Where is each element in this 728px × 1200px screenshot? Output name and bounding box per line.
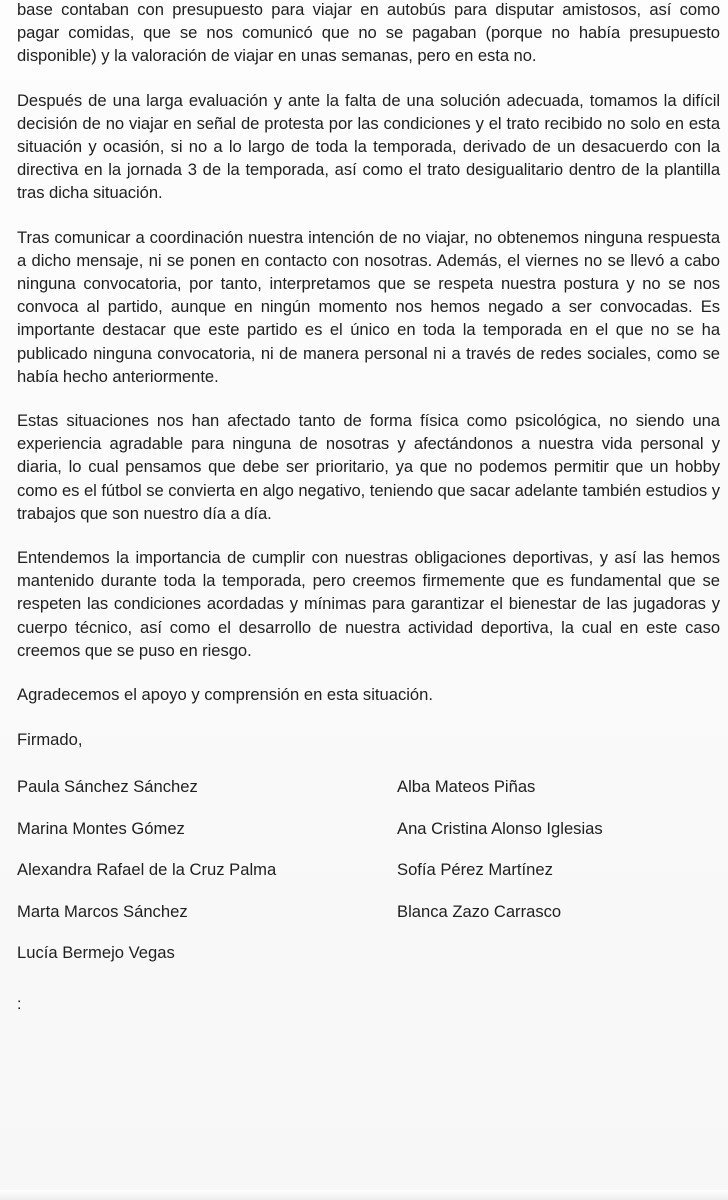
signatory-name: Blanca Zazo Carrasco [397,901,562,921]
trailing-colon: : [17,996,22,1013]
signatory-name: Paula Sánchez Sánchez [17,777,198,797]
paragraph-obligations: Entendemos la importancia de cumplir con nuestras obligaciones deportivas, y así las hemos mantenido durante toda la temporada, pero creemos firmemente que es fundamental que se respeten las condiciones acordadas y mínimas para garantizar el bienestar de las jugadoras y cuerpo técnico, así como el desarrollo de nuestra actividad deportiva, la cual en este caso creemos que se puso en riesgo. [17,548,720,660]
signed-label: Firmado, [17,730,83,750]
signatory-row [17,900,720,942]
signatory-name: Alexandra Rafael de la Cruz Palma [17,860,277,880]
paragraph-budget: base contaban con presupuesto para viajar en autobús para disputar amistosos, así como pagar comidas, que se nos comunicó que no se pagaban (porque no había presupuesto disponible) y la valoración de viajar en unas semanas, pero en esta no. [17,0,720,66]
signatory-name: Lucía Bermejo Vegas [17,943,175,963]
paragraph-communication: Tras comunicar a coordinación nuestra intención de no viajar, no obtenemos ninguna respuesta a dicho mensaje, ni se ponen en contacto con nosotras. Además, el viernes no se llevó a cabo ninguna convocatoria, por tanto, interpretamos que se respeta nuestra postura y no se nos convoca al partido, aunque en ningún momento nos hemos negado a ser convocadas. Es importante destacar que este partido es el único en toda la temporada en el que no se ha publicado ninguna convocatoria, ni de manera personal ni a través de redes sociales, como se había hecho anteriormente. [17,227,720,386]
signatory-row [17,858,720,900]
signatory-name: Marina Montes Gómez [17,818,185,838]
signatory-name: Ana Cristina Alonso Iglesias [397,818,603,838]
signatory-name: Alba Mateos Piñas [397,777,536,797]
signatory-row [17,941,720,983]
signatory-row [17,817,720,859]
signatory-name: Marta Marcos Sánchez [17,901,188,921]
paragraph-effects: Estas situaciones nos han afectado tanto de forma física como psicológica, no siendo una experiencia agradable para ninguna de nosotras y afectándonos a nuestra vida personal y diaria, lo cual pensamos que debe ser prioritario, ya que no podemos permitir que un hobby como es el fútbol se convierta en algo negativo, teniendo que sacar adelante también estudios y trabajos que son nuestro día a día. [17,411,720,523]
closing-line: Agradecemos el apoyo y comprensión en esta situación. [17,685,434,705]
signatory-row [17,775,720,817]
bottom-edge [0,1190,728,1200]
paragraph-decision: Después de una larga evaluación y ante la falta de una solución adecuada, tomamos la difícil decisión de no viajar en señal de protesta por las condiciones y el trato recibido no solo en esta situación y ocasión, si no a lo largo de toda la temporada, derivado de un desacuerdo con la directiva en la jornada 3 de la temporada, así como el trato desigualitario dentro de la plantilla tras dicha situación. [17,90,720,203]
signatory-name: Sofía Pérez Martínez [397,860,553,880]
signatories-list [17,775,720,983]
letter-body [17,0,720,983]
